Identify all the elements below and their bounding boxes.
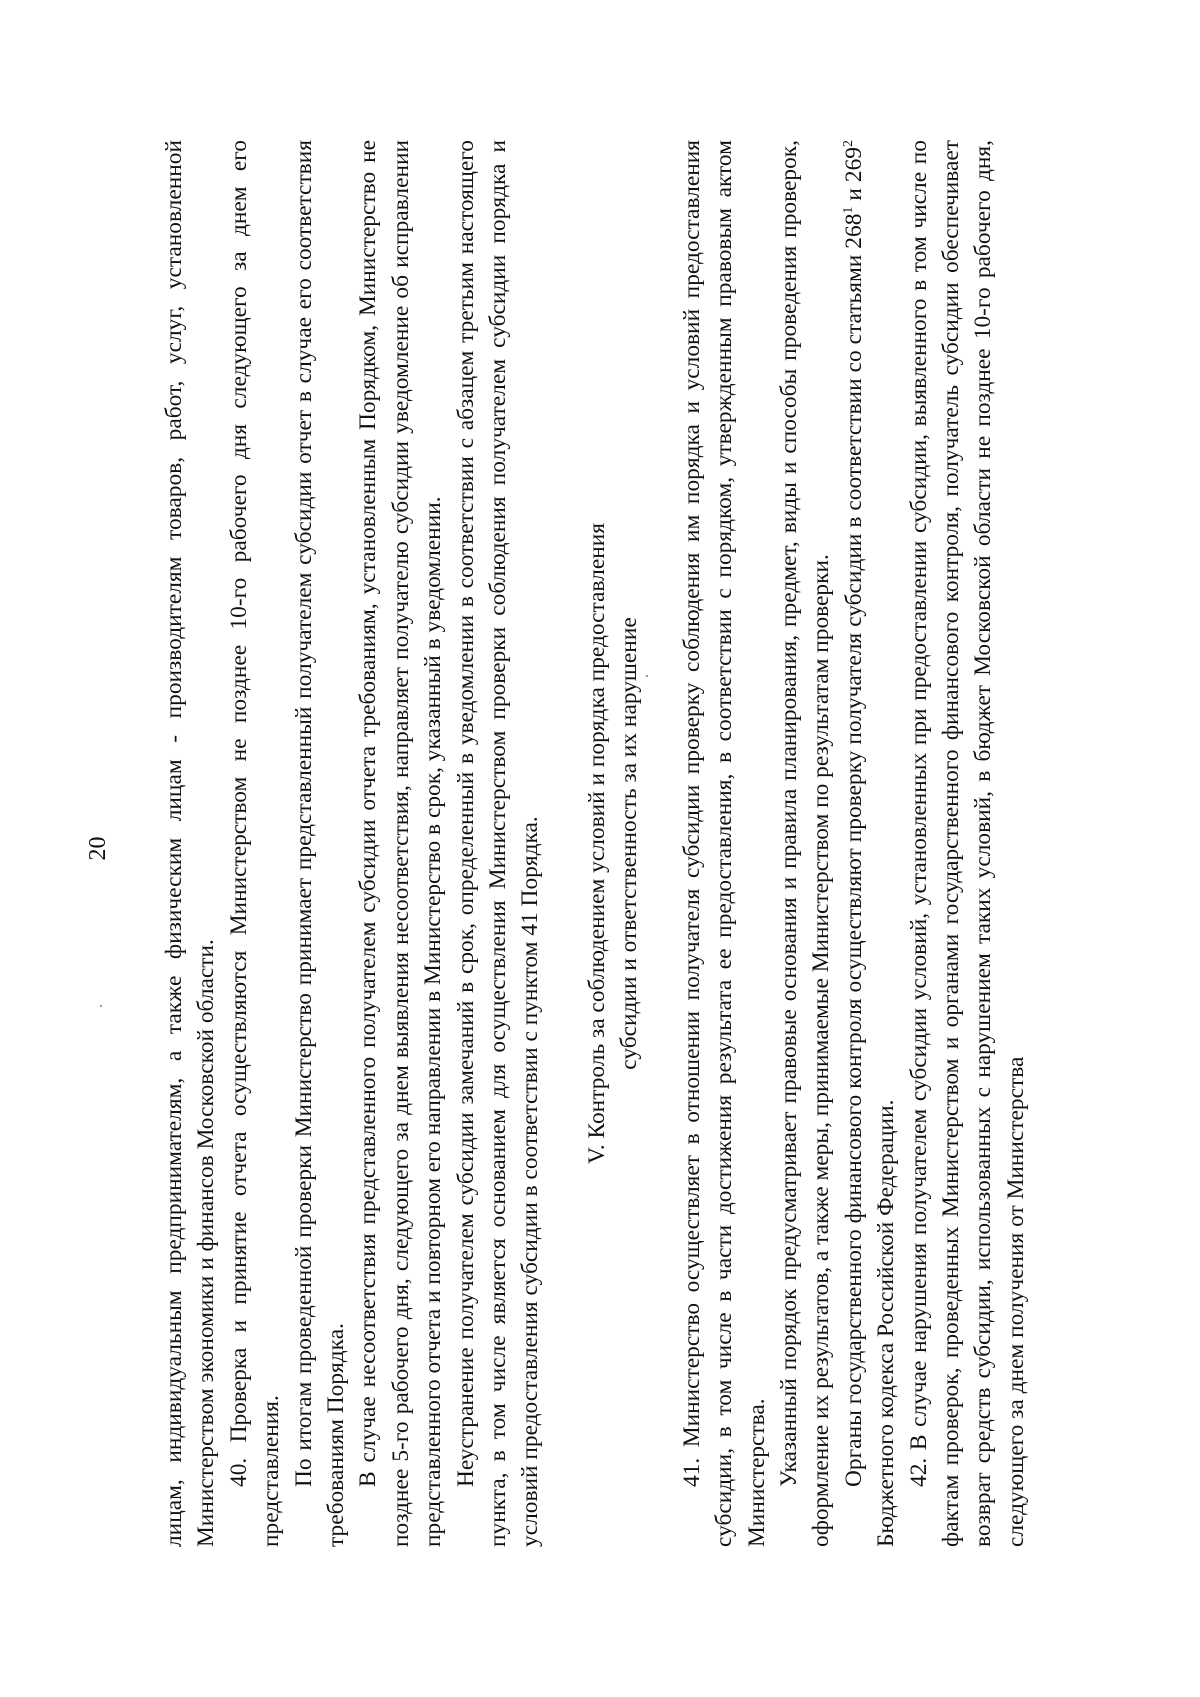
section-heading-line-1: V. Контроль за соблюдением условий и порядка предоставления	[583, 522, 610, 1165]
superscript-2: 2	[840, 140, 856, 147]
scan-speck	[646, 675, 648, 677]
paragraph-41: 41. Министерство осуществляет в отношении получателя субсидии проверку соблюдения им порядка и условий предоставления субсидии, в том числе в части достижения результата ее предоставления, в соответствии с порядком, утвержденным правовым актом Министерства.	[678, 140, 770, 1547]
organs-text-middle: и 269	[840, 147, 867, 207]
paragraph-40: 40. Проверка и принятие отчета осуществляются Министерством не позднее 10-го рабочего дня следующего за днем его представления.	[225, 140, 285, 1547]
organs-text-after: Бюджетного кодекса Российской Федерации.	[873, 1099, 900, 1547]
page-number: 20	[85, 836, 111, 861]
paragraph-nonconformity: В случае несоответствия представленного получателем субсидии отчета требованиям, установленным Порядком, Министерство не позднее 5-го рабочего дня, следующего за днем выявления несоответствия, направляет получателю субсидии уведомление об исправлении представленного отчета и повторном его направлении в Министерство в срок, указанный в уведомлении.	[355, 140, 447, 1547]
paragraph-procedure: Указанный порядок предусматривает правовые основания и правила планирования, предмет, виды и способы проведения проверок, оформление их результатов, а также меры, принимаемые Министерством по результатам проверки.	[775, 140, 835, 1547]
paragraph-financial-control	[838, 140, 903, 1547]
organs-text-before: Органы государственного финансового контроля осуществляют проверку получателя субсидии в соответствии со статьями 268	[840, 213, 867, 1487]
scan-speck	[100, 1005, 102, 1007]
paragraph-42: 42. В случае нарушения получателем субсидии условий, установленных при предоставлении субсидии, выявленного в том числе по фактам проверок, проведенных Министерством и органами государственного финансового контроля, получатель субсидии обеспечивает возврат средств субсидии, использованных с нарушением таких условий, в бюджет Московской области не позднее 10-го рабочего дня, следующего за днем получения от Министерства	[905, 140, 1029, 1547]
paragraph-continuation: лицам, индивидуальным предпринимателям, а также физическим лицам - производителям товаров, работ, услуг, установленной Министерством экономики и финансов Московской области.	[161, 140, 220, 1547]
superscript-1: 1	[840, 206, 856, 214]
section-heading-line-2: субсидии и ответственность за их нарушение	[616, 617, 643, 1070]
section-heading	[581, 140, 646, 1547]
paragraph-check-results: По итогам проведенной проверки Министерство принимает представленный получателем субсидии отчет в случае его соответствия требованиям Порядка.	[290, 140, 350, 1547]
paragraph-nonelimination: Неустранение получателем субсидии замечаний в срок, определенный в уведомлении в соответствии с абзацем третьим настоящего пункта, в том числе является основанием для осуществления Министерством проверки соблюдения получателем субсидии порядка и условий предоставления субсидии в соответствии с пунктом 41 Порядка.	[452, 140, 544, 1547]
